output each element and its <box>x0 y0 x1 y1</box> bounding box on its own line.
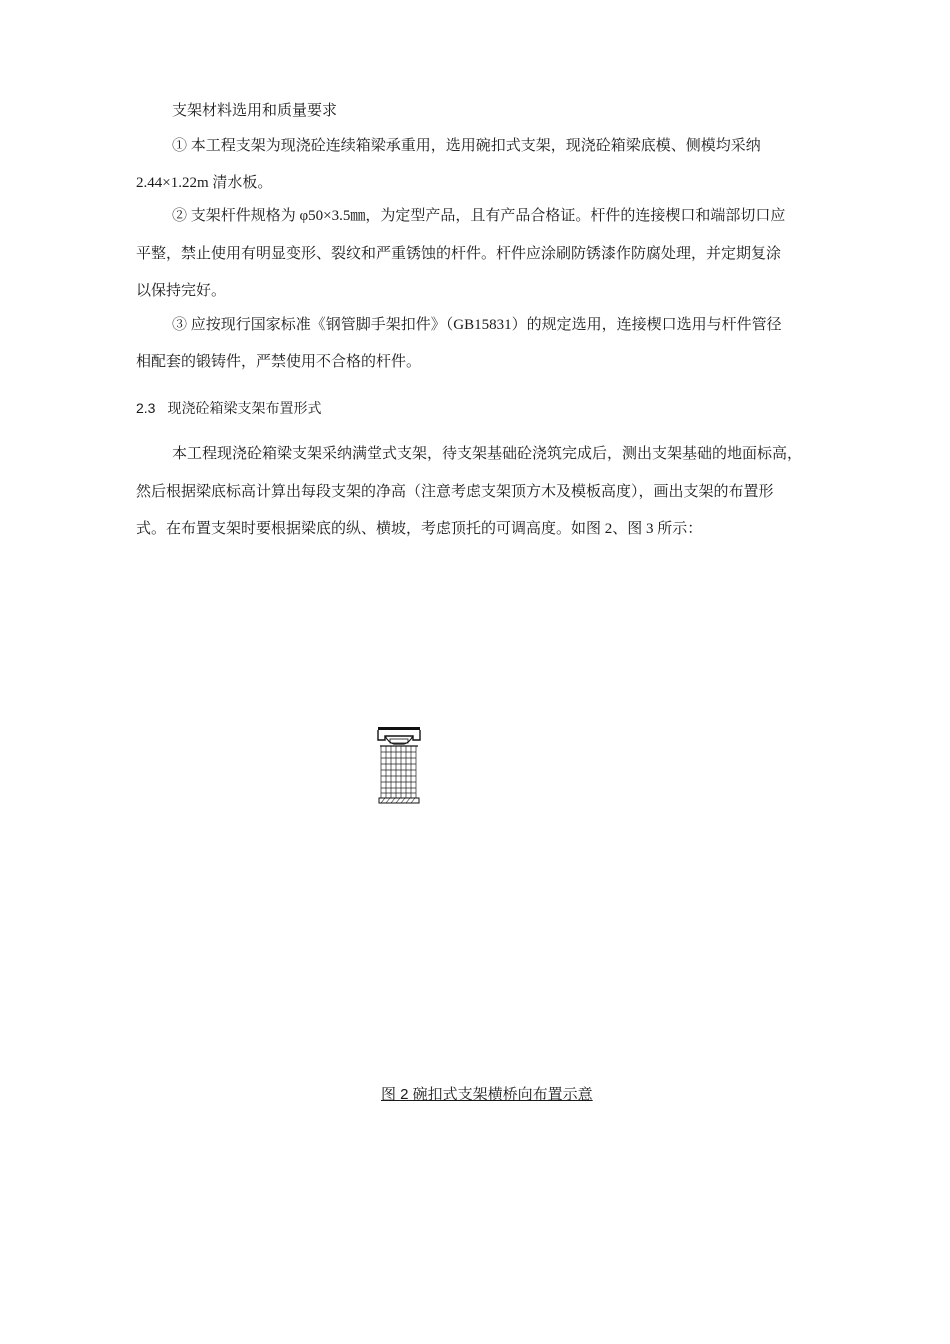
girder-void <box>390 739 408 743</box>
box-girder-outline <box>378 730 420 740</box>
beam-top-slab <box>378 727 420 730</box>
paragraph-line2: 然后根据梁底标高计算出每段支架的净高（注意考虑支架顶方木及模板高度），画出支架的布置形 <box>136 484 774 500</box>
item1-line1: ① 本工程支架为现浇砼连续箱梁承重用，选用碗扣式支架，现浇砼箱梁底模、侧模均采纳 <box>172 138 761 154</box>
figure-caption: 图 2 碗扣式支架横桥向布置示意 <box>381 1086 593 1103</box>
item2-line1: ② 支架杆件规格为 φ50×3.5㎜，为定型产品，且有产品合格证。杆件的连接楔口和端部切口应 <box>172 208 786 224</box>
section-heading-title: 现浇砼箱梁支架布置形式 <box>167 400 322 416</box>
paragraph-line1: 本工程现浇砼箱梁支架采纳满堂式支架，待支架基础砼浇筑完成后，测出支架基础的地面标高， <box>172 446 803 462</box>
section-heading <box>136 398 321 418</box>
item2-line3: 以保持完好。 <box>136 283 227 299</box>
scaffold-cross-section-figure <box>376 726 422 804</box>
item1-line2: 2.44×1.22m 清水板。 <box>136 175 273 191</box>
section-number: 2.3 <box>136 400 156 416</box>
item3-line2: 相配套的锻铸件，严禁使用不合格的杆件。 <box>136 354 422 370</box>
item2-line2: 平整，禁止使用有明显变形、裂纹和严重锈蚀的杆件。杆件应涂刷防锈漆作防腐处理，并定期复涂 <box>136 246 782 262</box>
section-title: 支架材料选用和质量要求 <box>172 103 338 119</box>
item3-line1: ③ 应按现行国家标准《钢管脚手架扣件》（GB15831）的规定选用，连接楔口选用与杆件管径 <box>172 317 782 333</box>
scaffold-grid <box>381 746 416 798</box>
paragraph-line3: 式。在布置支架时要根据梁底的纵、横坡，考虑顶托的可调高度。如图 2、图 3 所示： <box>136 521 703 537</box>
